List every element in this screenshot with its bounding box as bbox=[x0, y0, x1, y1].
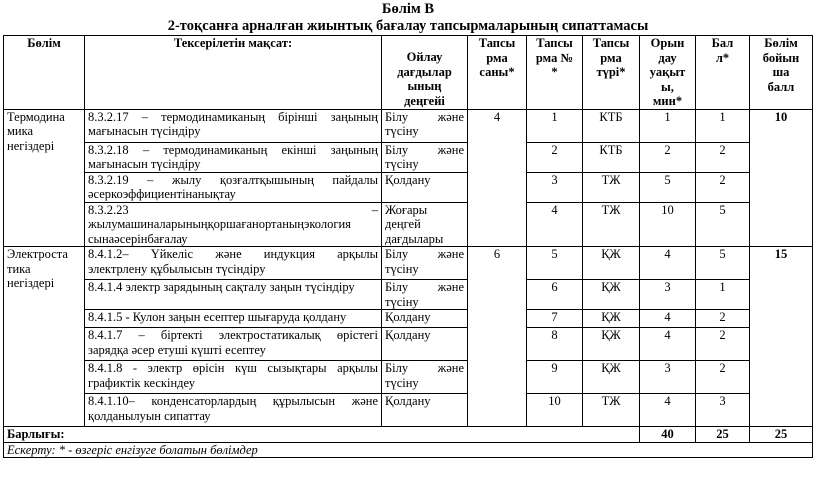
text-line: рма № bbox=[535, 50, 574, 65]
text-line: электрлену құбылысын түсіндіру bbox=[88, 261, 266, 276]
text-line: Бөлім bbox=[764, 36, 798, 50]
table-row bbox=[4, 172, 813, 202]
text-line: жылумашиналарыныңқоршағанортаныңэкология bbox=[88, 217, 351, 231]
table-row bbox=[4, 202, 813, 247]
text-line: деңгей bbox=[385, 217, 421, 231]
time-cell: 5 bbox=[640, 172, 696, 202]
objective-cell bbox=[85, 310, 382, 328]
thinking-level-cell bbox=[382, 172, 468, 202]
text-line: л* bbox=[715, 50, 730, 65]
text-line: Электроста bbox=[7, 247, 68, 261]
task-number-cell: 6 bbox=[527, 280, 583, 310]
header-task-number bbox=[527, 36, 583, 110]
score-cell: 2 bbox=[696, 310, 750, 328]
time-cell: 4 bbox=[640, 310, 696, 328]
objective-cell bbox=[85, 172, 382, 202]
text-line: Қолдану bbox=[385, 172, 431, 187]
objective-cell bbox=[85, 394, 382, 427]
text-line: әсеркоэффициентінанықтау bbox=[88, 187, 236, 201]
task-number-cell: 1 bbox=[527, 109, 583, 142]
task-type-cell: ТЖ bbox=[583, 172, 640, 202]
text-line: рма bbox=[486, 50, 508, 65]
task-number-cell: 5 bbox=[527, 247, 583, 280]
text-line: Білу және bbox=[385, 109, 464, 124]
total-score: 25 bbox=[696, 427, 750, 443]
text-line: Білу және bbox=[385, 361, 464, 375]
text-line: дағдылар bbox=[397, 64, 452, 79]
header-thinking-level bbox=[382, 36, 468, 110]
text-line: сынаәсерінбағалау bbox=[88, 231, 188, 246]
text-line: Қолдану bbox=[385, 328, 431, 342]
section-score-cell: 15 bbox=[750, 247, 813, 427]
table-row bbox=[4, 247, 813, 280]
text-line: түсіну bbox=[385, 261, 419, 276]
table-row bbox=[4, 394, 813, 427]
text-line: Бал bbox=[711, 36, 734, 50]
objective-cell bbox=[85, 328, 382, 361]
note-row bbox=[4, 442, 813, 458]
task-type-cell: ТЖ bbox=[583, 394, 640, 427]
header-section: Бөлім bbox=[4, 36, 85, 110]
header-task-type bbox=[583, 36, 640, 110]
text-line: Орын bbox=[650, 36, 685, 50]
text-line: 8.4.1.4 электр зарядының сақталу заңын түсіндіру bbox=[88, 280, 355, 294]
text-line: мика bbox=[7, 124, 34, 138]
text-line: дағдылары bbox=[385, 231, 444, 246]
text-line: Қолдану bbox=[385, 310, 431, 324]
section-name bbox=[4, 109, 85, 247]
text-line: түсіну bbox=[385, 294, 419, 309]
task-type-cell: ТЖ bbox=[583, 202, 640, 247]
text-line: мин* bbox=[652, 94, 683, 108]
text-line: графиктік кескіндеу bbox=[88, 375, 196, 390]
text-line: 8.4.1.5 - Кулон заңын есептер шығаруда қолдану bbox=[88, 310, 347, 324]
task-number-cell: 7 bbox=[527, 310, 583, 328]
time-cell: 3 bbox=[640, 280, 696, 310]
time-cell: 4 bbox=[640, 394, 696, 427]
text-line: уақыт bbox=[649, 65, 686, 79]
header-section-score bbox=[750, 36, 813, 110]
text-line: 8.3.2.17 – термодинамиканың бірінші заңының bbox=[88, 109, 378, 124]
time-cell: 1 bbox=[640, 109, 696, 142]
thinking-level-cell bbox=[382, 247, 468, 280]
score-cell: 5 bbox=[696, 202, 750, 247]
task-count-cell: 4 bbox=[468, 109, 527, 247]
table-row bbox=[4, 109, 813, 142]
total-row bbox=[4, 427, 813, 443]
text-line: Тапсы bbox=[536, 36, 573, 50]
header-score bbox=[696, 36, 750, 110]
text-line: дау bbox=[658, 50, 677, 65]
score-cell: 2 bbox=[696, 172, 750, 202]
thinking-level-cell bbox=[382, 361, 468, 394]
table-row bbox=[4, 142, 813, 172]
time-cell: 10 bbox=[640, 202, 696, 247]
text-line: 8.4.1.8 - электр өрісін күш сызықтары арқылы bbox=[88, 361, 378, 375]
score-cell: 3 bbox=[696, 394, 750, 427]
task-type-cell: КТБ bbox=[583, 109, 640, 142]
objective-cell bbox=[85, 280, 382, 310]
score-cell: 2 bbox=[696, 142, 750, 172]
objective-cell bbox=[85, 247, 382, 280]
total-label: Барлығы: bbox=[4, 427, 640, 443]
task-type-cell: ҚЖ bbox=[583, 310, 640, 328]
score-cell: 5 bbox=[696, 247, 750, 280]
task-type-cell: ҚЖ bbox=[583, 328, 640, 361]
task-number-cell: 2 bbox=[527, 142, 583, 172]
objective-cell bbox=[85, 109, 382, 142]
text-line: Тапсы bbox=[592, 36, 630, 50]
thinking-level-cell bbox=[382, 142, 468, 172]
task-number-cell: 10 bbox=[527, 394, 583, 427]
objective-cell bbox=[85, 142, 382, 172]
text-line: ша bbox=[772, 65, 790, 79]
text-line: 8.4.1.10– конденсаторлардың құрылысын және bbox=[88, 394, 378, 408]
text-line: ы, bbox=[661, 79, 674, 94]
time-cell: 4 bbox=[640, 247, 696, 280]
text-line: Білу және bbox=[385, 247, 464, 261]
text-line: түсіну bbox=[385, 124, 419, 138]
text-line: 8.3.2.23 – bbox=[88, 202, 378, 217]
time-cell: 2 bbox=[640, 142, 696, 172]
task-number-cell: 4 bbox=[527, 202, 583, 247]
document-subtitle: 2-тоқсанға арналған жиынтық бағалау тапсырмаларының сипаттамасы bbox=[167, 18, 649, 34]
total-time: 40 bbox=[640, 427, 696, 443]
task-type-cell: ҚЖ bbox=[583, 280, 640, 310]
text-line: бойын bbox=[762, 50, 800, 65]
thinking-level-cell bbox=[382, 109, 468, 142]
text-line: 8.3.2.19 – жылу қозғалтқышының пайдалы bbox=[88, 172, 378, 187]
text-line: мағынасын түсіндіру bbox=[88, 124, 201, 138]
task-count-cell: 6 bbox=[468, 247, 527, 427]
task-type-cell: КТБ bbox=[583, 142, 640, 172]
text-line: Қолдану bbox=[385, 394, 431, 408]
header-objective: Тексерілетін мақсат: bbox=[85, 36, 382, 110]
text-line: Тапсы bbox=[478, 36, 516, 50]
objective-cell bbox=[85, 361, 382, 394]
text-line: негіздері bbox=[7, 138, 55, 153]
task-number-cell: 8 bbox=[527, 328, 583, 361]
text-line: қолданылуын сипаттау bbox=[88, 408, 211, 423]
text-line: Білу және bbox=[385, 280, 464, 294]
thinking-level-cell bbox=[382, 310, 468, 328]
document-title: Бөлім В bbox=[381, 1, 435, 17]
thinking-level-cell bbox=[382, 328, 468, 361]
text-line: мағынасын түсіндіру bbox=[88, 157, 201, 171]
table-row bbox=[4, 328, 813, 361]
score-cell: 2 bbox=[696, 328, 750, 361]
text-line: Жоғары bbox=[385, 202, 428, 217]
total-section-score: 25 bbox=[750, 427, 813, 443]
text-line: зарядқа әсер етуші күшті есептеу bbox=[88, 342, 266, 357]
text-line: балл bbox=[767, 79, 795, 94]
thinking-level-cell bbox=[382, 280, 468, 310]
text-line: * bbox=[551, 65, 558, 79]
objective-cell bbox=[85, 202, 382, 247]
text-line: ының bbox=[407, 79, 442, 93]
text-line: түсіну bbox=[385, 157, 419, 171]
text-line: 8.3.2.18 – термодинамиканың екінші заңының bbox=[88, 142, 378, 157]
score-cell: 2 bbox=[696, 361, 750, 394]
score-cell: 1 bbox=[696, 109, 750, 142]
table-row bbox=[4, 310, 813, 328]
thinking-level-cell bbox=[382, 394, 468, 427]
text-line: Ойлау bbox=[406, 50, 443, 64]
time-cell: 3 bbox=[640, 361, 696, 394]
text-line: негіздері bbox=[7, 276, 55, 290]
section-name bbox=[4, 247, 85, 427]
header-time bbox=[640, 36, 696, 110]
text-line: Білу және bbox=[385, 142, 464, 157]
task-number-cell: 9 bbox=[527, 361, 583, 394]
text-line: тика bbox=[7, 261, 31, 276]
text-line: рма bbox=[600, 50, 622, 65]
task-number-cell: 3 bbox=[527, 172, 583, 202]
text-line: Термодина bbox=[7, 109, 65, 124]
table-row bbox=[4, 280, 813, 310]
table-row bbox=[4, 361, 813, 394]
text-line: түрі* bbox=[596, 65, 626, 79]
text-line: деңгейі bbox=[404, 93, 445, 108]
task-type-cell: ҚЖ bbox=[583, 361, 640, 394]
task-type-cell: ҚЖ bbox=[583, 247, 640, 280]
text-line: 8.4.1.7 – біртекті электростатикалық өрістегі bbox=[88, 328, 378, 342]
section-score-cell: 10 bbox=[750, 109, 813, 247]
text-line: түсіну bbox=[385, 375, 419, 390]
time-cell: 4 bbox=[640, 328, 696, 361]
thinking-level-cell bbox=[382, 202, 468, 247]
score-cell: 1 bbox=[696, 280, 750, 310]
header-task-count bbox=[468, 36, 527, 110]
footnote: Ескерту: * - өзгеріс енгізуге болатын бөлімдер bbox=[4, 442, 813, 458]
text-line: саны* bbox=[479, 65, 515, 79]
header-row bbox=[4, 36, 813, 110]
text-line: 8.4.1.2– Үйкеліс және индукция арқылы bbox=[88, 247, 378, 261]
specification-table bbox=[3, 35, 813, 458]
